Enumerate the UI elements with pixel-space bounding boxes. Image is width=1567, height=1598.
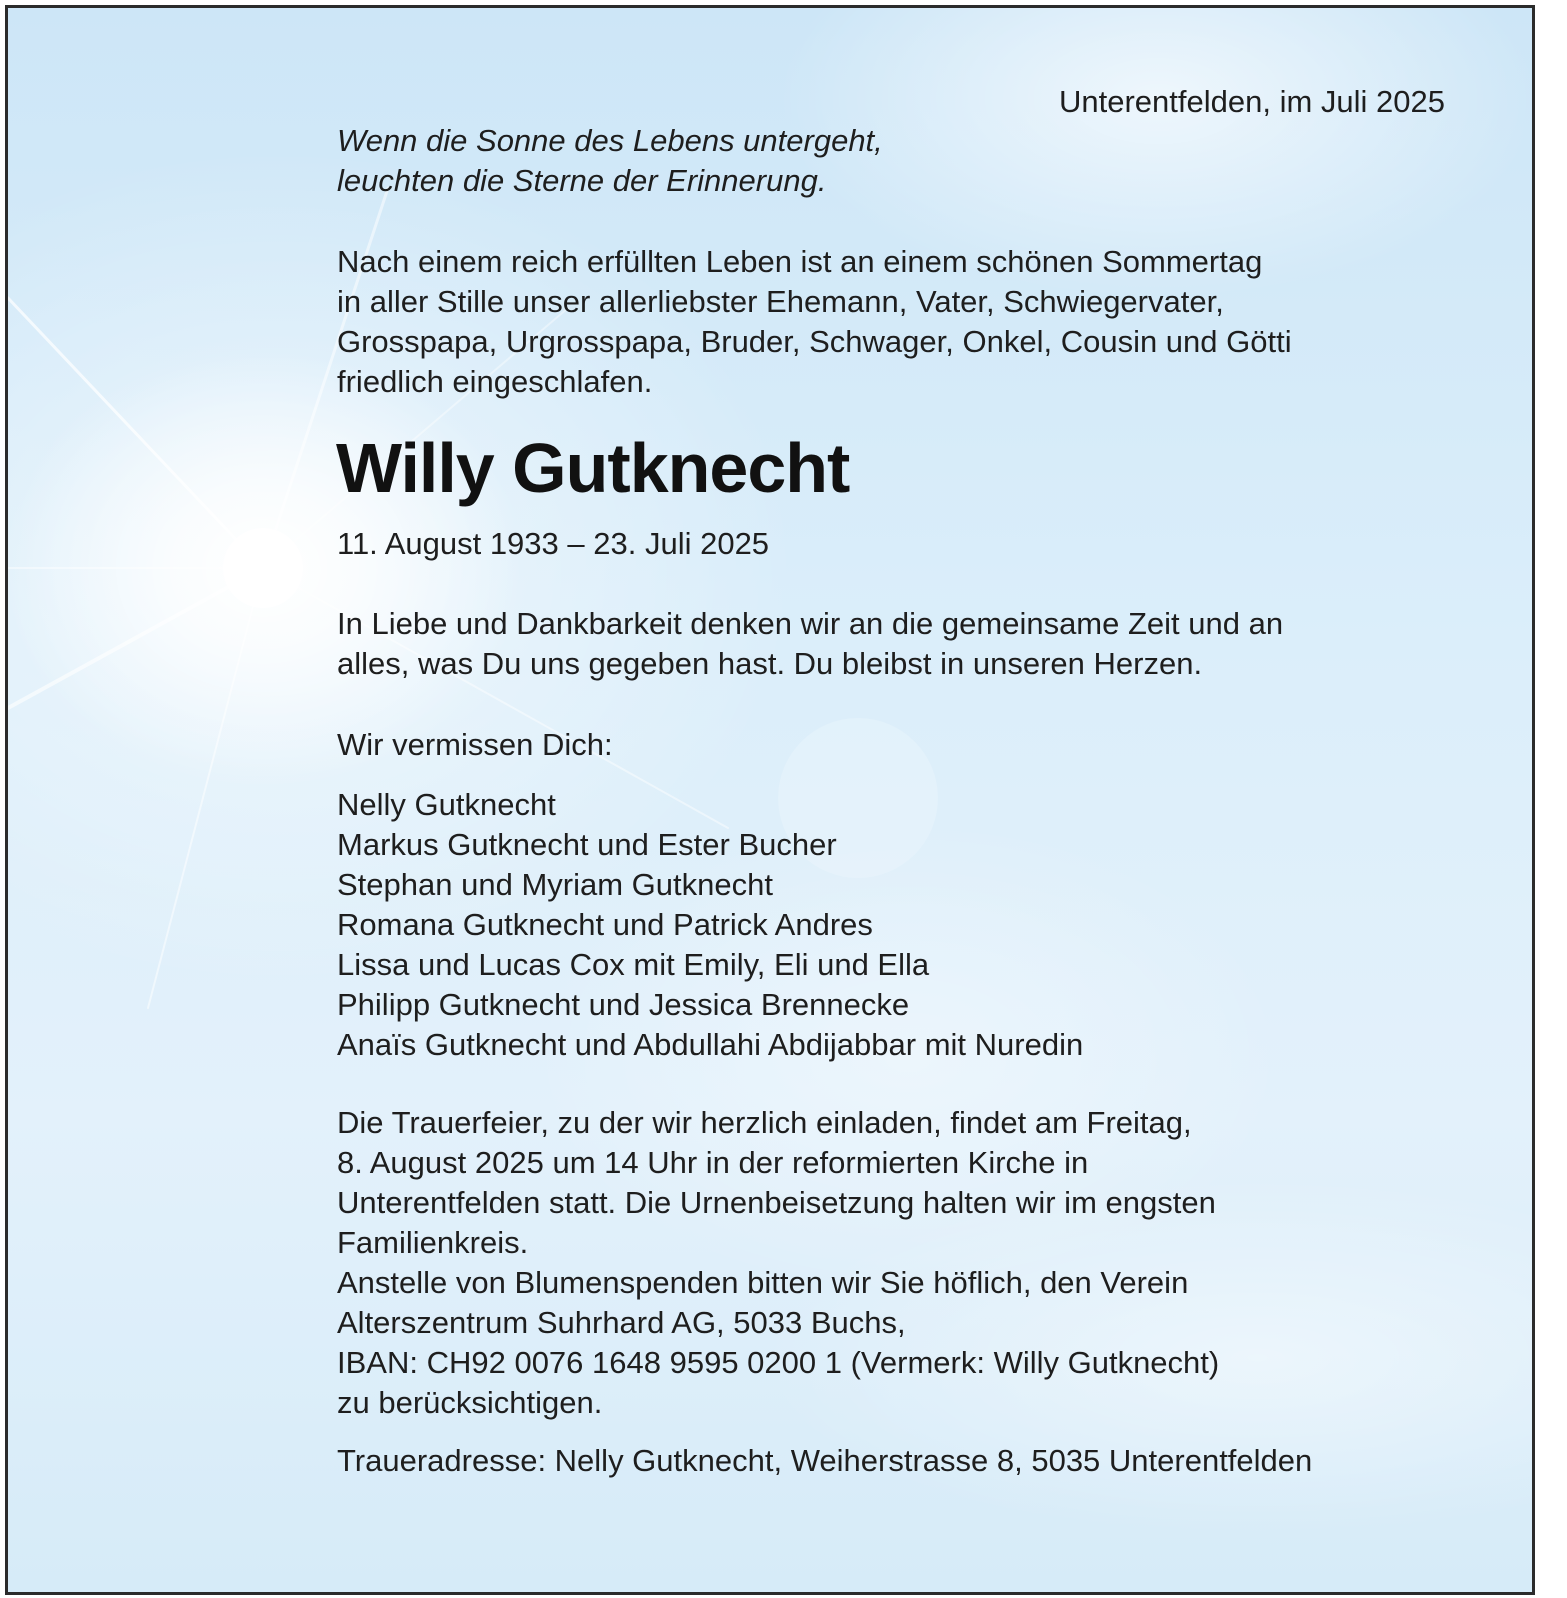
miss-heading: Wir vermissen Dich: — [337, 727, 613, 762]
family-member: Anaïs Gutknecht und Abdullahi Abdijabbar mit Nuredin — [337, 1027, 1084, 1062]
family-member: Lissa und Lucas Cox mit Emily, Eli und Ella — [337, 947, 930, 982]
family-member: Philipp Gutknecht und Jessica Brennecke — [337, 987, 910, 1022]
intro-text — [337, 242, 1292, 402]
family-member: Markus Gutknecht und Ester Bucher — [337, 827, 837, 862]
donation-line: Alterszentrum Suhrhard AG, 5033 Buchs, — [337, 1305, 906, 1340]
ceremony-line: Die Trauerfeier, zu der wir herzlich einladen, findet am Freitag, — [337, 1105, 1192, 1140]
ceremony-line: Unterentfelden statt. Die Urnenbeisetzung halten wir im engsten — [337, 1185, 1216, 1220]
intro-line: Nach einem reich erfüllten Leben ist an einem schönen Sommertag — [337, 244, 1263, 279]
thanks-line: alles, was Du uns gegeben hast. Du bleibst in unseren Herzen. — [337, 646, 1203, 681]
intro-line: friedlich eingeschlafen. — [337, 364, 653, 399]
ceremony-info — [337, 1103, 1219, 1423]
donation-line: zu berücksichtigen. — [337, 1385, 603, 1420]
place-and-date: Unterentfelden, im Juli 2025 — [1058, 84, 1445, 119]
thanks-text — [337, 604, 1283, 684]
thanks-line: In Liebe und Dankbarkeit denken wir an die gemeinsame Zeit und an — [337, 606, 1284, 641]
family-member: Nelly Gutknecht — [337, 787, 556, 822]
motto — [337, 121, 883, 201]
obituary-notice — [5, 5, 1535, 1595]
intro-line: Grosspapa, Urgrosspapa, Bruder, Schwager, Onkel, Cousin und Götti — [337, 324, 1292, 359]
family-list — [337, 785, 1083, 1065]
iban-line: IBAN: CH92 0076 1648 9595 0200 1 (Vermerk: Willy Gutknecht) — [337, 1345, 1220, 1380]
motto-line: Wenn die Sonne des Lebens untergeht, — [337, 123, 883, 158]
family-member: Stephan und Myriam Gutknecht — [337, 867, 773, 902]
family-member: Romana Gutknecht und Patrick Andres — [337, 907, 873, 942]
donation-line: Anstelle von Blumenspenden bitten wir Sie höflich, den Verein — [337, 1265, 1189, 1300]
life-dates: 11. August 1933 – 23. Juli 2025 — [337, 526, 770, 561]
ceremony-line: 8. August 2025 um 14 Uhr in der reformierten Kirche in — [337, 1145, 1089, 1180]
deceased-name: Willy Gutknecht — [336, 429, 850, 507]
mourning-address: Traueradresse: Nelly Gutknecht, Weiherstrasse 8, 5035 Unterentfelden — [337, 1443, 1313, 1478]
motto-line: leuchten die Sterne der Erinnerung. — [337, 163, 827, 198]
intro-line: in aller Stille unser allerliebster Ehemann, Vater, Schwiegervater, — [337, 284, 1224, 319]
ceremony-line: Familienkreis. — [337, 1225, 529, 1260]
